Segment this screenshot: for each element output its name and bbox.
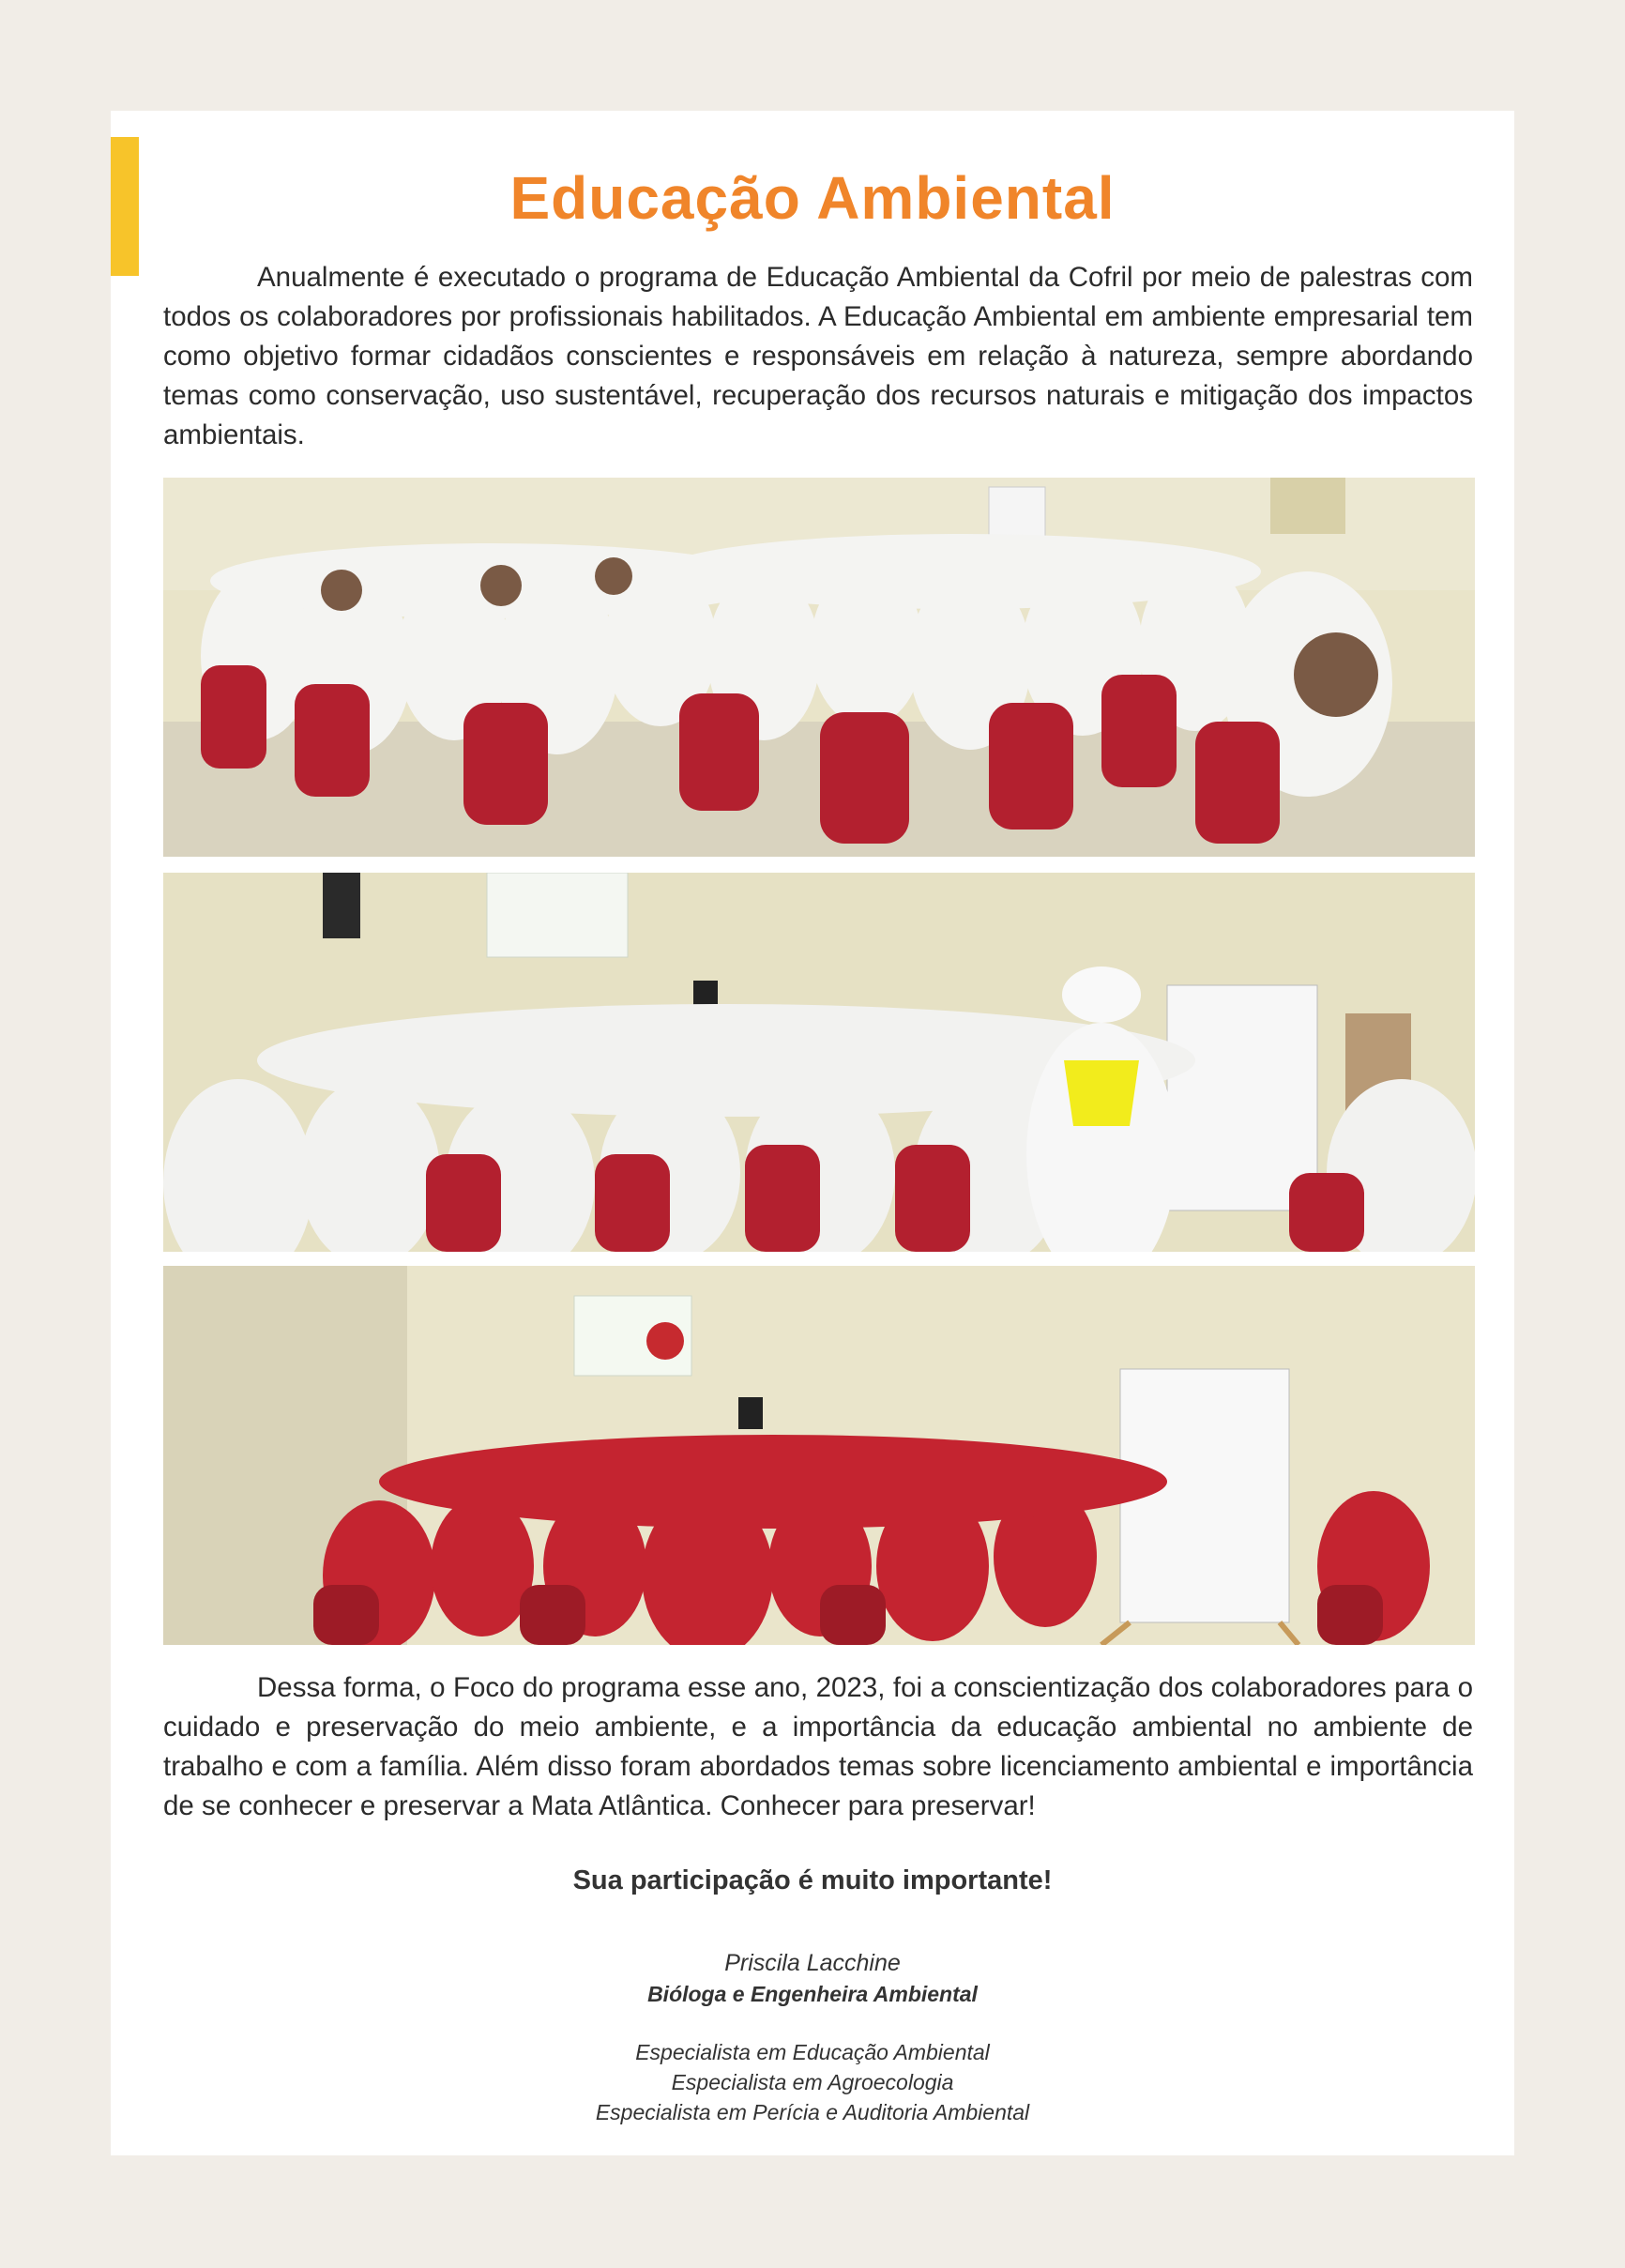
signature-specialty: Especialista em Agroecologia <box>671 2070 954 2094</box>
photo-audience-white-uniforms <box>163 478 1475 857</box>
highlight-text: Sua participação é muito importante! <box>572 1865 1053 1895</box>
photo-audience-red-uniforms <box>163 1266 1475 1645</box>
intro-paragraph: Anualmente é executado o programa de Educação Ambiental da Cofril por meio de palestras com todos os colaboradores por profissionais habilitados. A Educação Ambiental em ambiente empresarial tem como objetivo formar cidadãos conscientes e responsáveis em relação à natureza, sempre abordando temas como conservação, uso sustentável, recuperação dos recursos naturais e mitigação dos impactos ambientais. <box>163 262 1473 450</box>
signature-specialty: Especialista em Educação Ambiental <box>635 2040 990 2064</box>
document-page <box>111 111 1514 2155</box>
body-paragraph: Dessa forma, o Foco do programa esse ano, 2023, foi a conscientização dos colaboradores para o cuidado e preservação do meio ambiente, e a importância da educação ambiental no ambiente de trabalho e com a família. Além disso foram abordados temas sobre licenciamento ambiental e importância de se conhecer e preservar a Mata Atlântica. Conhecer para preservar! <box>163 1672 1473 1821</box>
page-title: Educação Ambiental <box>509 164 1116 232</box>
signature-name: Priscila Lacchine <box>724 1950 901 1976</box>
signature-specialty: Especialista em Perícia e Auditoria Ambiental <box>595 2100 1030 2124</box>
photo-audience-presenter <box>163 873 1475 1252</box>
signature-role: Bióloga e Engenheira Ambiental <box>647 1982 978 2006</box>
